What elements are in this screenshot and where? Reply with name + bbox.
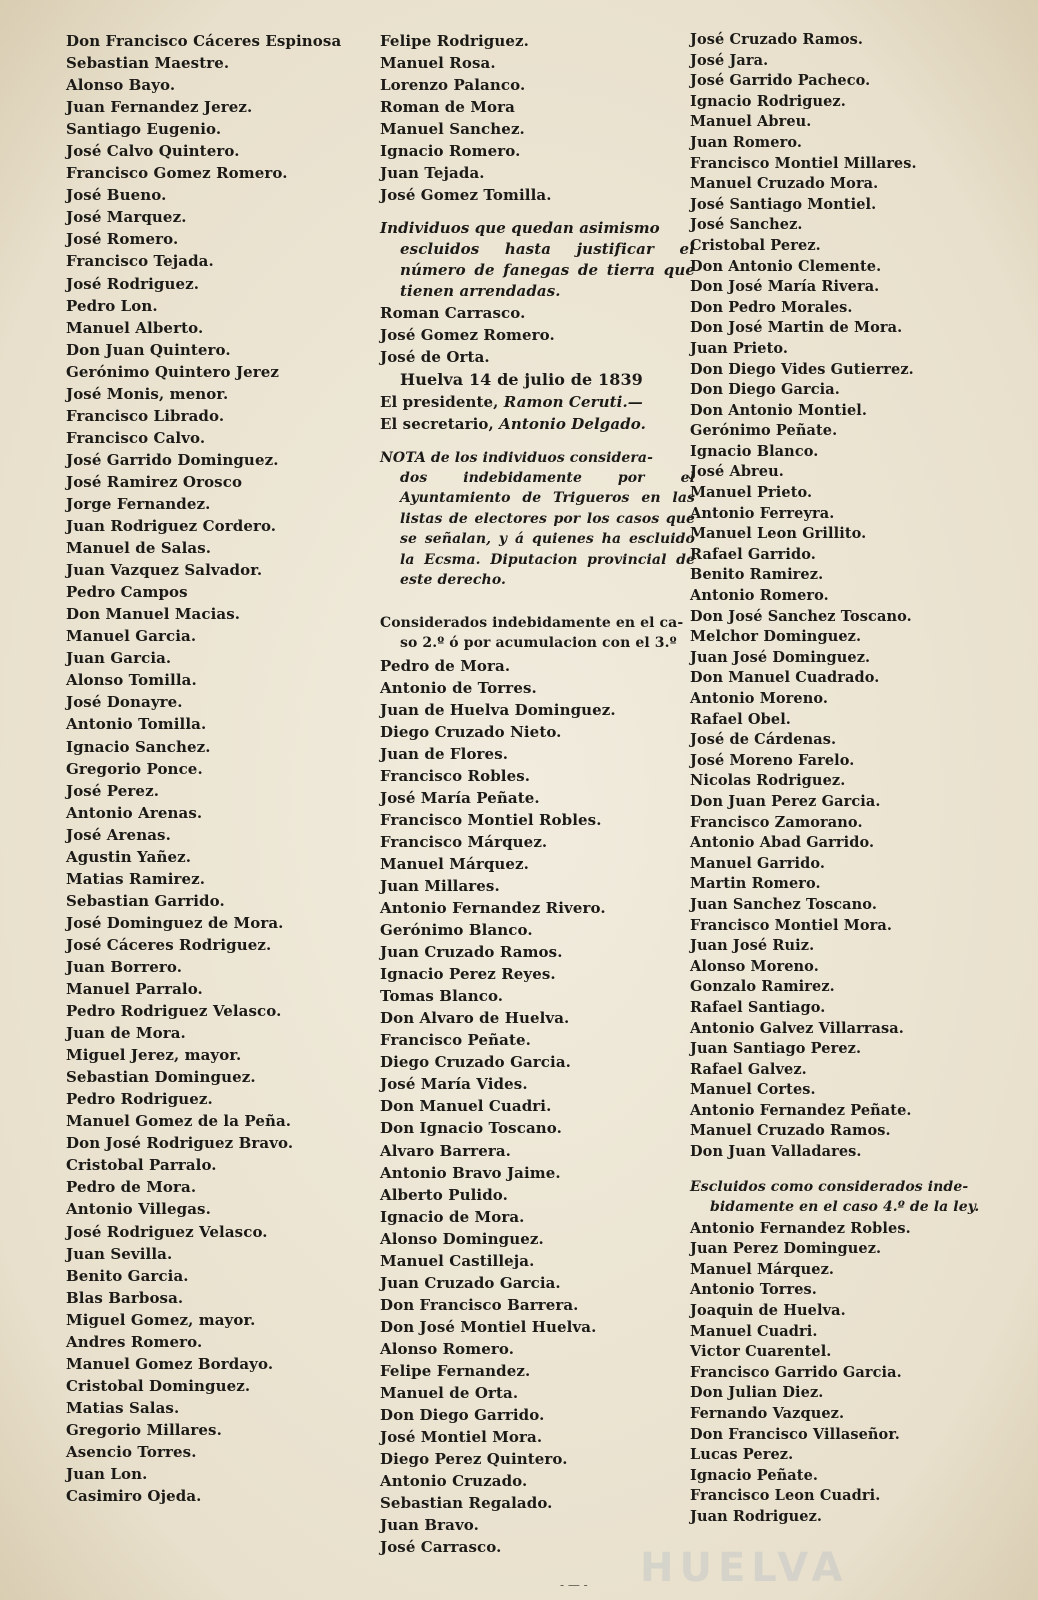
section-heading-case-4: Escluidos como considerados inde- bidamente en el caso 4.º de la ley. (690, 1178, 980, 1215)
name-entry: José Carrasco. (380, 1538, 502, 1557)
name-entry: José Gomez Tomilla. (380, 186, 552, 205)
name-entry: Melchor Dominguez. (690, 628, 862, 646)
name-entry: Don Diego Garrido. (380, 1406, 545, 1425)
name-entry: Antonio Tomilla. (66, 715, 207, 734)
name-entry: Francisco Márquez. (380, 832, 548, 851)
name-entry: Antonio Ferreyra. (690, 504, 835, 522)
name-entry: Casimiro Ojeda. (66, 1487, 202, 1506)
name-entry: Pedro de Mora. (380, 656, 511, 675)
name-entry: Cristobal Parralo. (66, 1156, 217, 1175)
name-entry: José Santiago Montiel. (690, 195, 877, 213)
name-entry: Antonio de Torres. (380, 678, 537, 697)
name-entry: Francisco Calvo. (66, 428, 206, 447)
name-entry: Juan Prieto. (690, 339, 789, 357)
name-entry: Lorenzo Palanco. (380, 76, 526, 95)
name-entry: Diego Cruzado Nieto. (380, 722, 562, 741)
name-entry: Antonio Bravo Jaime. (380, 1163, 561, 1182)
name-entry: Antonio Arenas. (66, 803, 203, 822)
name-entry: Ignacio Sanchez. (66, 737, 211, 756)
name-entry: Alvaro Barrera. (380, 1141, 511, 1160)
name-entry: Manuel Sanchez. (380, 120, 525, 139)
name-entry: Manuel Parralo. (66, 980, 203, 999)
name-entry: Asencio Torres. (66, 1443, 197, 1461)
name-entry: Francisco Peñate. (380, 1031, 531, 1050)
name-entry: José Garrido Pacheco. (690, 72, 871, 90)
name-entry: Manuel Abreu. (690, 113, 812, 131)
name-entry: Roman Carrasco. (380, 304, 526, 323)
name-entry: José Monis, menor. (66, 384, 229, 403)
section-heading-case-2: Considerados indebidamente en el ca- so 2.º ó por acumulacion con el 3.º (380, 614, 684, 651)
name-entry: José María Vides. (380, 1075, 528, 1094)
name-entry: Sebastian Dominguez. (66, 1068, 256, 1087)
name-entry: Manuel Garrido. (690, 854, 825, 872)
name-entry: Sebastian Maestre. (66, 54, 230, 73)
name-entry: Gregorio Millares. (66, 1420, 222, 1439)
name-entry: Ignacio Blanco. (690, 442, 819, 460)
name-entry: Andres Romero. (66, 1332, 203, 1351)
name-entry: Antonio Moreno. (690, 690, 829, 707)
name-entry: Cristobal Perez. (690, 236, 821, 254)
name-entry: Manuel Cruzado Ramos. (690, 1122, 891, 1140)
name-entry: Antonio Cruzado. (380, 1472, 528, 1491)
name-entry: Manuel Garcia. (66, 627, 197, 646)
name-entry: José Perez. (66, 781, 160, 800)
name-entry: Pedro Rodriguez Velasco. (66, 1002, 282, 1021)
name-entry: Ignacio Romero. (380, 142, 521, 161)
president-name: Ramon Ceruti.— (503, 392, 643, 411)
column-2-names-bottom (380, 655, 695, 1559)
name-entry: Juan Sanchez Toscano. (690, 895, 877, 913)
column-3-names-top (690, 30, 1035, 1163)
name-entry: Pedro de Mora. (66, 1178, 197, 1197)
name-entry: Juan de Mora. (66, 1024, 186, 1043)
name-entry: Juan Rodriguez Cordero. (66, 517, 277, 536)
name-entry: Martin Romero. (690, 875, 821, 893)
column-3-names-bottom (690, 1219, 1035, 1528)
name-entry: Juan de Huelva Dominguez. (380, 700, 616, 719)
name-entry: Don Pedro Morales. (690, 298, 853, 316)
name-entry: Miguel Jerez, mayor. (66, 1046, 242, 1065)
name-entry: José Rodriguez. (66, 274, 200, 293)
name-entry: Juan de Flores. (380, 744, 509, 763)
name-entry: Juan Santiago Perez. (690, 1040, 862, 1058)
date-line: Huelva 14 de julio de 1839 (400, 369, 643, 389)
name-entry: Manuel Cruzado Mora. (690, 175, 879, 193)
name-entry: Don José María Rivera. (690, 278, 880, 296)
name-entry: José de Orta. (380, 348, 490, 367)
name-entry: Don Juan Valladares. (690, 1143, 862, 1161)
secretary-line: El secretario, Antonio Delgado. (380, 414, 646, 433)
name-entry: Pedro Rodriguez. (66, 1090, 213, 1109)
name-entry: Francisco Montiel Millares. (690, 154, 917, 172)
name-entry: Antonio Torres. (690, 1281, 817, 1299)
secretary-name: Antonio Delgado. (499, 414, 646, 433)
name-entry: Juan Millares. (380, 876, 500, 895)
name-entry: Don José Montiel Huelva. (380, 1317, 597, 1336)
name-entry: Miguel Gomez, mayor. (66, 1310, 256, 1329)
name-entry: Victor Cuarentel. (690, 1343, 832, 1361)
name-entry: Juan José Dominguez. (690, 648, 871, 666)
name-entry: José Rodriguez Velasco. (66, 1222, 268, 1241)
name-entry: Rafael Obel. (690, 710, 791, 728)
name-entry: Juan Perez Dominguez. (690, 1240, 882, 1258)
name-entry: Francisco Gomez Romero. (66, 164, 288, 183)
name-entry: Cristobal Dominguez. (66, 1376, 251, 1395)
name-entry: José Gomez Romero. (380, 326, 555, 345)
name-entry: Manuel Márquez. (690, 1260, 835, 1278)
name-entry: Francisco Garrido Garcia. (690, 1363, 902, 1381)
name-entry: Don Diego Vides Gutierrez. (690, 360, 914, 378)
name-entry: Don Diego Garcia. (690, 381, 840, 399)
name-entry: Don Julian Diez. (690, 1384, 824, 1402)
name-entry: Don José Sanchez Toscano. (690, 607, 912, 625)
name-entry: Juan Cruzado Garcia. (380, 1273, 561, 1292)
section-heading-excluded-land: Individuos que quedan asimismo escluidos hasta justificar el número de fanegas de tierra que tienen arrendadas. (380, 219, 695, 301)
name-entry: Juan Sevilla. (66, 1244, 173, 1263)
name-entry: Matias Ramirez. (66, 869, 206, 888)
name-entry: Manuel de Salas. (66, 539, 212, 558)
name-entry: Manuel Castilleja. (380, 1251, 535, 1270)
name-entry: Francisco Robles. (380, 766, 531, 785)
name-entry: Don Juan Perez Garcia. (690, 792, 881, 810)
name-entry: Benito Garcia. (66, 1266, 189, 1285)
name-entry: Sebastian Garrido. (66, 891, 225, 910)
name-entry: Francisco Montiel Robles. (380, 810, 602, 829)
name-entry: Rafael Santiago. (690, 998, 826, 1016)
column-2-names-top (380, 30, 695, 206)
name-entry: Nicolas Rodriguez. (690, 772, 846, 790)
name-entry: Don Manuel Cuadrado. (690, 669, 880, 687)
name-entry: Francisco Zamorano. (690, 813, 863, 831)
name-entry: José Moreno Farelo. (690, 751, 855, 769)
name-entry: Rafael Garrido. (690, 545, 816, 563)
name-entry: Antonio Abad Garrido. (690, 834, 875, 852)
name-entry: Francisco Montiel Mora. (690, 916, 893, 934)
name-entry: José María Peñate. (380, 788, 540, 807)
name-entry: Manuel Gomez de la Peña. (66, 1112, 292, 1131)
name-entry: Lucas Perez. (690, 1446, 794, 1464)
name-entry: Don José Martin de Mora. (690, 319, 903, 337)
name-entry: Juan Fernandez Jerez. (66, 98, 253, 117)
name-entry: Diego Perez Quintero. (380, 1450, 568, 1469)
column-2-names-mid (380, 302, 695, 368)
name-entry: Diego Cruzado Garcia. (380, 1053, 571, 1072)
name-entry: Roman de Mora (380, 98, 515, 117)
name-entry: Gonzalo Ramirez. (690, 978, 835, 996)
name-entry: José Dominguez de Mora. (66, 913, 284, 932)
name-entry: Francisco Leon Cuadri. (690, 1487, 881, 1505)
name-entry: Alonso Tomilla. (66, 671, 197, 690)
name-entry: Ignacio Peñate. (690, 1466, 819, 1484)
name-entry: Matias Salas. (66, 1398, 180, 1417)
name-entry: Agustin Yañez. (66, 847, 192, 866)
name-entry: Juan Borrero. (66, 957, 183, 976)
name-entry: Juan Bravo. (380, 1516, 479, 1535)
name-entry: Antonio Villegas. (66, 1200, 211, 1219)
name-entry: Antonio Fernandez Robles. (690, 1219, 911, 1237)
name-entry: Don Manuel Macias. (66, 605, 241, 624)
name-entry: Alberto Pulido. (380, 1185, 508, 1204)
watermark-seal: HUELVA (640, 1545, 849, 1591)
name-entry: Rafael Galvez. (690, 1060, 807, 1078)
name-entry: Benito Ramirez. (690, 566, 824, 584)
name-entry: Antonio Romero. (690, 587, 829, 605)
name-entry: Francisco Librado. (66, 406, 225, 425)
name-entry: Felipe Rodriguez. (380, 32, 529, 50)
name-entry: José Ramirez Orosco (66, 472, 243, 491)
name-entry: José Arenas. (66, 825, 171, 844)
name-entry: Gerónimo Blanco. (380, 921, 533, 940)
name-entry: Ignacio Rodriguez. (690, 92, 846, 110)
name-entry: Manuel Prieto. (690, 484, 813, 502)
name-entry: Manuel de Orta. (380, 1384, 519, 1403)
name-entry: Manuel Alberto. (66, 318, 204, 337)
name-entry: Don Manuel Cuadri. (380, 1097, 552, 1116)
column-1 (66, 30, 386, 1507)
name-entry: Blas Barbosa. (66, 1288, 184, 1307)
name-entry: Don Antonio Montiel. (690, 401, 868, 419)
name-entry: Manuel Gomez Bordayo. (66, 1354, 274, 1373)
page-footer-mark: - — - (560, 1578, 588, 1592)
name-entry: Don Francisco Barrera. (380, 1295, 579, 1314)
name-entry: Juan Rodriguez. (690, 1507, 823, 1525)
name-entry: Don Alvaro de Huelva. (380, 1009, 570, 1028)
name-entry: José Abreu. (690, 463, 784, 481)
name-entry: Ignacio de Mora. (380, 1207, 525, 1226)
name-entry: Alonso Romero. (380, 1339, 515, 1358)
name-entry: Don Ignacio Toscano. (380, 1119, 562, 1138)
name-entry: José Montiel Mora. (380, 1428, 543, 1447)
name-entry: Jorge Fernandez. (66, 494, 211, 513)
name-entry: José Jara. (690, 51, 769, 69)
name-entry: Gerónimo Peñate. (690, 422, 838, 440)
name-entry: José Donayre. (66, 693, 183, 712)
name-entry: José Calvo Quintero. (66, 142, 240, 161)
name-entry: José Cáceres Rodriguez. (66, 935, 272, 954)
name-entry: Manuel Cortes. (690, 1081, 816, 1099)
name-entry: Juan Tejada. (380, 164, 485, 183)
name-entry: José de Cárdenas. (690, 731, 837, 749)
name-entry: Manuel Rosa. (380, 54, 496, 73)
name-entry: Pedro Lon. (66, 296, 158, 315)
name-entry: Juan Romero. (690, 133, 802, 151)
name-entry: Santiago Eugenio. (66, 120, 222, 139)
name-entry: Juan Garcia. (66, 649, 172, 668)
name-entry: Juan Lon. (66, 1465, 148, 1484)
name-entry: Juan Cruzado Ramos. (380, 943, 563, 962)
name-entry: Alonso Dominguez. (380, 1229, 544, 1248)
name-entry: Sebastian Regalado. (380, 1494, 553, 1513)
name-entry: Joaquin de Huelva. (690, 1302, 846, 1320)
name-entry: José Marquez. (66, 208, 187, 227)
name-entry: Don Francisco Cáceres Espinosa (66, 32, 342, 50)
name-entry: Juan Vazquez Salvador. (66, 561, 263, 580)
name-entry: José Bueno. (66, 186, 167, 205)
name-entry: Alonso Bayo. (66, 76, 176, 95)
name-entry: José Cruzado Ramos. (690, 31, 864, 48)
note-paragraph: NOTA de los individuos considera- dos indebidamente por el Ayuntamiento de Trigueros en las listas de electores por los casos que se señalan, y á quienes ha escluido la Ecsma. Diputacion provincial de este derecho. (380, 449, 695, 589)
name-entry: Alonso Moreno. (690, 957, 819, 975)
name-entry: Felipe Fernandez. (380, 1362, 531, 1380)
name-entry: Manuel Márquez. (380, 854, 530, 873)
name-entry: Don Antonio Clemente. (690, 257, 882, 275)
name-entry: Don Juan Quintero. (66, 340, 231, 359)
name-entry: Ignacio Perez Reyes. (380, 965, 556, 984)
name-entry: Pedro Campos (66, 583, 188, 602)
column-2 (380, 30, 695, 1558)
name-entry: Don José Rodriguez Bravo. (66, 1134, 294, 1153)
column-3 (690, 30, 1035, 1528)
name-entry: Francisco Tejada. (66, 252, 214, 271)
name-entry: José Sanchez. (690, 216, 803, 234)
name-entry: Manuel Cuadri. (690, 1322, 818, 1340)
name-entry: Juan José Ruiz. (690, 937, 815, 955)
name-entry: Fernando Vazquez. (690, 1405, 845, 1422)
name-entry: Don Francisco Villaseñor. (690, 1425, 900, 1443)
name-entry: José Garrido Dominguez. (66, 450, 279, 469)
name-entry: Gerónimo Quintero Jerez (66, 362, 280, 381)
name-entry: Gregorio Ponce. (66, 759, 203, 778)
name-entry: José Romero. (66, 230, 179, 249)
name-entry: Tomas Blanco. (380, 987, 504, 1006)
name-entry: Antonio Galvez Villarrasa. (690, 1019, 904, 1037)
president-line: El presidente, Ramon Ceruti.— (380, 392, 643, 411)
name-entry: Antonio Fernandez Peñate. (690, 1101, 912, 1119)
name-entry: Manuel Leon Grillito. (690, 525, 867, 543)
name-entry: Antonio Fernandez Rivero. (380, 899, 606, 918)
